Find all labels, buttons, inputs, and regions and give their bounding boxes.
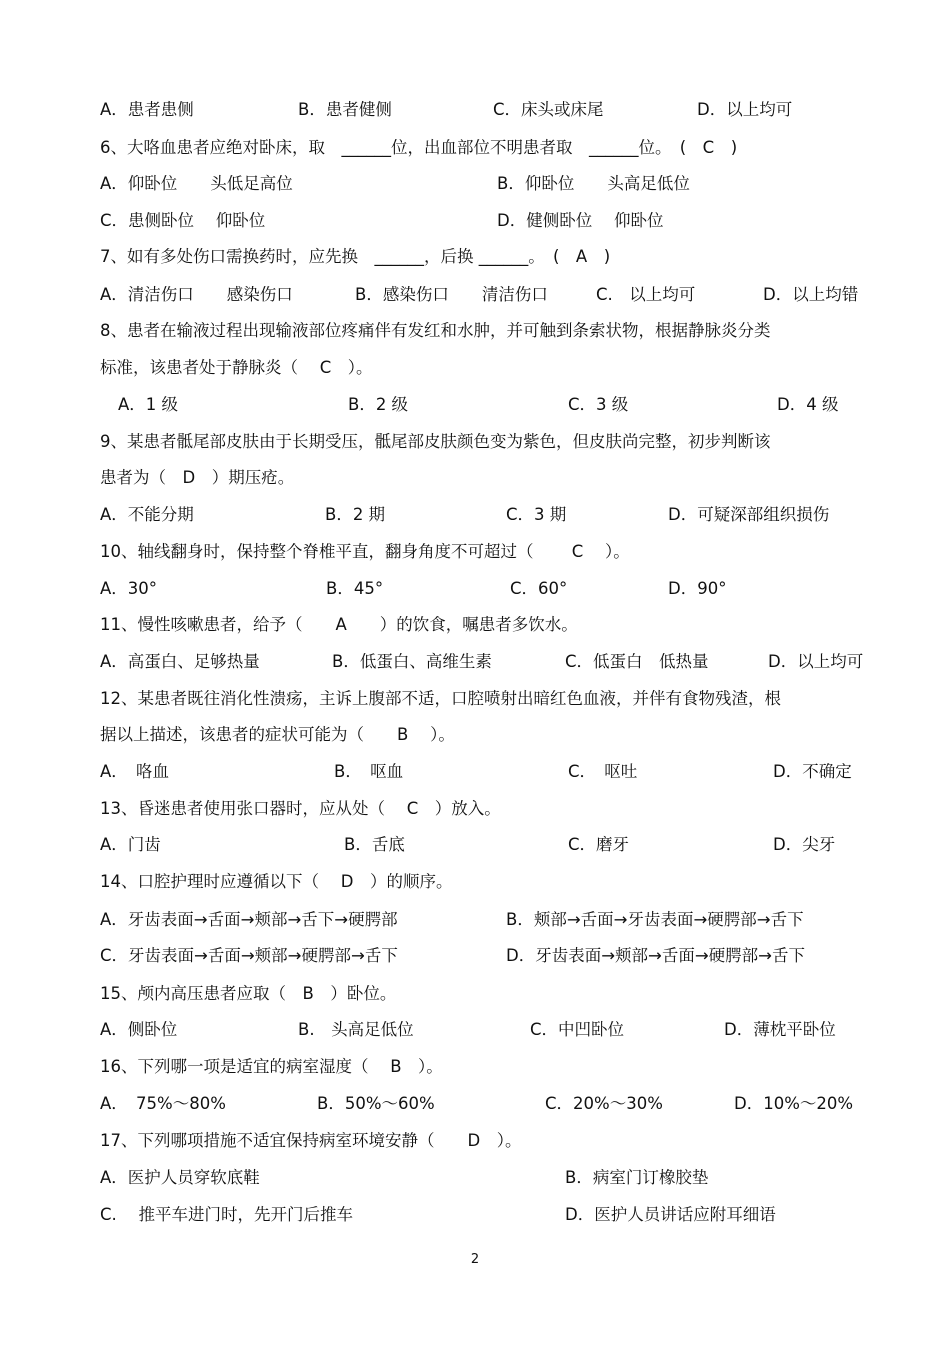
question-text-line: 17、下列哪项措施不适宜保持病室环境安静（ D ）。 bbox=[100, 1131, 522, 1150]
option-text: B． 呕血 bbox=[334, 762, 404, 781]
option-text: A． 75%～80% bbox=[100, 1094, 226, 1113]
option-text: B．感染伤口 清洁伤口 bbox=[355, 285, 548, 304]
question-text-line: 13、昏迷患者使用张口器时，应从处（ C ）放入。 bbox=[100, 799, 501, 818]
option-text: C．3 级 bbox=[568, 395, 629, 414]
question-text-line: 据以上描述，该患者的症状可能为（ B ）。 bbox=[100, 725, 455, 744]
option-text: D．4 级 bbox=[777, 395, 839, 414]
option-text: A． 咯血 bbox=[100, 762, 170, 781]
option-text: A．仰卧位 头低足高位 bbox=[100, 174, 293, 193]
question-text-line: 12、某患者既往消化性溃疡，主诉上腹部不适，口腔喷射出暗红色血液，并伴有食物残渣，根 bbox=[100, 689, 781, 708]
option-text: D．不确定 bbox=[773, 762, 852, 781]
option-text: A．30° bbox=[100, 579, 158, 598]
option-text: C．患侧卧位 仰卧位 bbox=[100, 211, 266, 230]
option-text: D．健侧卧位 仰卧位 bbox=[497, 211, 664, 230]
option-text: A．牙齿表面→舌面→颊部→舌下→硬腭部 bbox=[100, 910, 398, 929]
option-text: B. 头高足低位 bbox=[298, 1020, 414, 1039]
option-text: D．以上均可 bbox=[768, 652, 864, 671]
question-text-line: 9、某患者骶尾部皮肤由于长期受压，骶尾部皮肤颜色变为紫色，但皮肤尚完整，初步判断该 bbox=[100, 432, 771, 451]
question-text-line: 患者为（ D ）期压疮。 bbox=[100, 468, 295, 487]
option-text: C. 以上均可 bbox=[596, 285, 696, 304]
option-text: D．薄枕平卧位 bbox=[724, 1020, 836, 1039]
option-text: B．45° bbox=[326, 579, 384, 598]
option-text: B．颊部→舌面→牙齿表面→硬腭部→舌下 bbox=[506, 910, 804, 929]
question-text-line: 标准，该患者处于静脉炎（ C ）。 bbox=[100, 358, 373, 377]
question-text-line: 15、颅内高压患者应取（ B ）卧位。 bbox=[100, 984, 397, 1003]
option-text: A．门齿 bbox=[100, 835, 161, 854]
option-text: D．牙齿表面→颊部→舌面→硬腭部→舌下 bbox=[506, 946, 806, 965]
option-text: C．60° bbox=[510, 579, 568, 598]
option-text: C．磨牙 bbox=[568, 835, 630, 854]
option-text: A．患者患侧 bbox=[100, 100, 194, 119]
question-text-line: 16、下列哪一项是适宜的病室湿度（ B ）。 bbox=[100, 1057, 443, 1076]
option-text: C． 呕吐 bbox=[568, 762, 638, 781]
option-text: A．医护人员穿软底鞋 bbox=[100, 1168, 260, 1187]
option-text: C．牙齿表面→舌面→颊部→硬腭部→舌下 bbox=[100, 946, 398, 965]
option-text: C．床头或床尾 bbox=[493, 100, 604, 119]
option-text: B．2 期 bbox=[325, 505, 386, 524]
option-text: D．医护人员讲话应附耳细语 bbox=[565, 1205, 776, 1224]
option-text: C．20%～30% bbox=[545, 1094, 663, 1113]
option-text: C．低蛋白 低热量 bbox=[565, 652, 709, 671]
question-text-line: 8、患者在输液过程出现输液部位疼痛伴有发红和水肿，并可触到条索状物，根据静脉炎分类 bbox=[100, 321, 771, 340]
option-text: B．2 级 bbox=[348, 395, 409, 414]
option-text: B．50%～60% bbox=[317, 1094, 435, 1113]
option-text: B．舌底 bbox=[344, 835, 405, 854]
option-text: D．可疑深部组织损伤 bbox=[668, 505, 830, 524]
option-text: D．以上均可 bbox=[697, 100, 793, 119]
question-text-line: 10、轴线翻身时，保持整个脊椎平直，翻身角度不可超过（ C ）。 bbox=[100, 542, 630, 561]
option-text: D．10%～20% bbox=[734, 1094, 854, 1113]
question-text-line: 14、口腔护理时应遵循以下（ D ）的顺序。 bbox=[100, 872, 453, 891]
option-text: A．清洁伤口 感染伤口 bbox=[100, 285, 293, 304]
option-text: A．1 级 bbox=[118, 395, 179, 414]
option-text: B．病室门订橡胶垫 bbox=[565, 1168, 709, 1187]
option-text: A．高蛋白、足够热量 bbox=[100, 652, 260, 671]
option-text: D．尖牙 bbox=[773, 835, 836, 854]
option-text: B．低蛋白、高维生素 bbox=[332, 652, 492, 671]
option-text: C．中凹卧位 bbox=[530, 1020, 625, 1039]
option-text: B．仰卧位 头高足低位 bbox=[497, 174, 690, 193]
option-text: A．侧卧位 bbox=[100, 1020, 178, 1039]
page-number: 2 bbox=[470, 1252, 480, 1267]
option-text: D．90° bbox=[668, 579, 727, 598]
option-text: D．以上均错 bbox=[763, 285, 859, 304]
option-text: B．患者健侧 bbox=[298, 100, 392, 119]
question-text-line: 6、大咯血患者应绝对卧床，取 ______位，出血部位不明患者取 ______位。 ( C ) bbox=[100, 138, 738, 157]
option-text: C．3 期 bbox=[506, 505, 567, 524]
question-text-line: 11、慢性咳嗽患者，给予（ A ）的饮食，嘱患者多饮水。 bbox=[100, 615, 578, 634]
question-text-line: 7、如有多处伤口需换药时，应先换 ______，后换 ______。 ( A ) bbox=[100, 247, 611, 266]
option-text: C. 推平车进门时，先开门后推车 bbox=[100, 1205, 354, 1224]
option-text: A．不能分期 bbox=[100, 505, 194, 524]
